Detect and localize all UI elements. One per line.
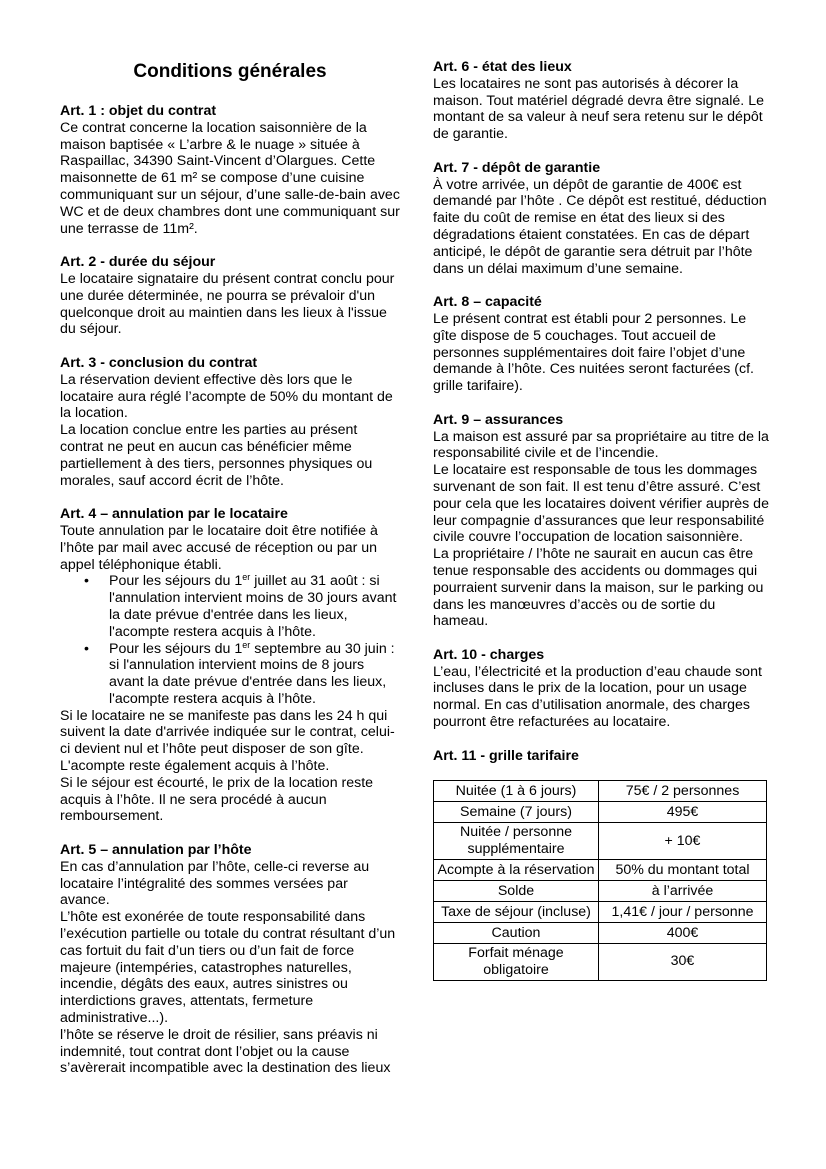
article-paragraph: l’hôte se réserve le droit de résilier, sans préavis ni indemnité, tout contrat dont l’objet ou la cause s’avèrerait incompatible avec la destination des lieux <box>60 1026 391 1077</box>
page-title: Conditions générales <box>133 61 327 82</box>
left-column <box>60 59 400 1094</box>
article-paragraph: Si le séjour est écourté, le prix de la location reste acquis à l’hôte. Il ne sera procédé à aucun remboursement. <box>60 774 374 825</box>
table-cell-label: Acompte à la réservation <box>434 860 599 881</box>
article-7 <box>433 160 773 278</box>
bullet-item <box>60 573 400 640</box>
article-9 <box>433 412 773 630</box>
table-cell-label: Taxe de séjour (incluse) <box>434 902 599 923</box>
article-paragraph: Ce contrat concerne la location saisonnière de la maison baptisée « L’arbre & le nuage » située à Raspaillac, 34390 Saint-Vincent d’Olargues. Cette maisonnette de 61 m² se compose d’une cuisine communiquant sur un séjour, d’une salle-de-bain avec WC et de deux chambres dont une communiquant sur une terrasse de 11m². <box>60 119 400 237</box>
article-1 <box>60 103 400 237</box>
table-cell-value: 50% du montant total <box>599 860 767 881</box>
article-3 <box>60 355 400 489</box>
article-8 <box>433 294 773 395</box>
table-row <box>434 823 767 860</box>
article-11 <box>433 748 773 981</box>
table-row <box>434 944 767 981</box>
ordinal-suffix: er <box>242 572 251 583</box>
article-paragraph: L’hôte est exonérée de toute responsabilité dans l’exécution partielle ou totale du contrat résultant d’un cas fortuit du fait d’un tiers ou d’un fait de force majeure (intempéries, catastrophes naturelles, incendie, dégâts des eaux, autres sinistres ou interdictions graves, attentats, fermeture administrative...). <box>60 909 396 1027</box>
table-cell-value: à l’arrivée <box>599 881 767 902</box>
table-row <box>434 781 767 802</box>
article-title: Art. 7 - dépôt de garantie <box>433 159 601 176</box>
article-10 <box>433 647 773 731</box>
table-cell-label: Caution <box>434 923 599 944</box>
table-cell-label: Nuitée / personne supplémentaire <box>434 823 599 860</box>
article-title: Art. 4 – annulation par le locataire <box>60 506 288 523</box>
bullet-list <box>60 573 400 707</box>
article-title: Art. 11 - grille tarifaire <box>433 747 579 764</box>
tariff-table <box>433 780 767 980</box>
article-title: Art. 2 - durée du séjour <box>60 254 216 271</box>
table-row <box>434 802 767 823</box>
table-row <box>434 902 767 923</box>
article-title: Art. 9 – assurances <box>433 411 564 428</box>
article-paragraph: En cas d’annulation par l’hôte, celle-ci reverse au locataire l’intégralité des sommes versées par avance. <box>60 858 370 909</box>
article-paragraph: Le locataire est responsable de tous les dommages survenant de son fait. Il est tenu d’être assuré. C’est pour cela que les locataires doivent vérifier auprès de leur compagnie d’assurances que leur responsabilité civile couvre l’occupation de location saisonnière. <box>433 462 769 546</box>
bullet-text: Pour les séjours du 1 <box>109 640 243 657</box>
bullet-text: septembre au 30 juin : si l'annulation intervient moins de 8 jours avant la date prévue d'entrée dans les lieux, l'acompte restera acquis à l’hôte. <box>109 640 395 707</box>
article-paragraph: À votre arrivée, un dépôt de garantie de 400€ est demandé par l’hôte . Ce dépôt est restitué, déduction faite du coût de remise en état des lieux si des dégradations étaient constatées. En cas de départ anticipé, le dépôt de garantie sera détruit par l’hôte dans un délai maximum d’une semaine. <box>433 176 767 277</box>
table-row <box>434 860 767 881</box>
article-paragraph: L’eau, l’électricité et la production d’eau chaude sont incluses dans le prix de la location, pour un usage normal. En cas d’utilisation anormale, des charges pourront être refacturées au locataire. <box>433 663 762 731</box>
article-2 <box>60 254 400 338</box>
article-title: Art. 8 – capacité <box>433 294 542 311</box>
table-cell-value: + 10€ <box>599 823 767 860</box>
article-paragraph: La location conclue entre les parties au présent contrat ne peut en aucun cas bénéficier même partiellement à des tiers, personnes physiques ou morales, sauf accord écrit de l’hôte. <box>60 422 373 489</box>
table-cell-value: 400€ <box>599 923 767 944</box>
table-cell-label: Semaine (7 jours) <box>434 802 599 823</box>
bullet-text: Pour les séjours du 1 <box>109 573 243 590</box>
table-cell-value: 75€ / 2 personnes <box>599 781 767 802</box>
article-paragraph: La réservation devient effective dès lors que le locataire aura réglé l’acompte de 50% du montant de la location. <box>60 371 393 422</box>
table-row <box>434 923 767 944</box>
right-column <box>433 59 773 981</box>
article-paragraph: La propriétaire / l’hôte ne saurait en aucun cas être tenue responsable des accidents ou dommages qui pourraient survenir dans la maison, sur le parking ou dans les manœuvres d’accès ou de sortie du hameau. <box>433 546 764 630</box>
article-5 <box>60 842 400 1077</box>
table-cell-label: Forfait ménage obligatoire <box>434 944 599 981</box>
table-cell-label: Nuitée (1 à 6 jours) <box>434 781 599 802</box>
article-paragraph: La maison est assuré par sa propriétaire au titre de la responsabilité civile et de l’incendie. <box>433 428 769 462</box>
article-title: Art. 3 - conclusion du contrat <box>60 354 258 371</box>
article-title: Art. 6 - état des lieux <box>433 59 572 75</box>
article-paragraph: Les locataires ne sont pas autorisés à décorer la maison. Tout matériel dégradé devra être signalé. Le montant de sa valeur à neuf sera retenu sur le dépôt de garantie. <box>433 75 764 143</box>
article-paragraph: Le locataire signataire du présent contrat conclu pour une durée déterminée, ne pourra se prévaloir d'un quelconque droit au maintien dans les lieux à l'issue du séjour. <box>60 270 395 338</box>
table-cell-value: 30€ <box>599 944 767 981</box>
article-title: Art. 5 – annulation par l’hôte <box>60 842 252 859</box>
article-title: Art. 10 - charges <box>433 646 545 663</box>
article-paragraph: Si le locataire ne se manifeste pas dans les 24 h qui suivent la date d'arrivée indiquée sur le contrat, celui-ci devient nul et l’hôte peut disposer de son gîte. L'acompte reste également acquis à l’hôte. <box>60 707 395 775</box>
bullet-marker: • <box>84 640 89 657</box>
bullet-marker: • <box>84 573 89 590</box>
table-cell-label: Solde <box>434 881 599 902</box>
table-cell-value: 1,41€ / jour / personne <box>599 902 767 923</box>
bullet-text: juillet au 31 août : si l'annulation intervient moins de 30 jours avant la date prévue d'entrée dans les lieux, l'acompte restera acquis à l’hôte. <box>109 573 397 640</box>
article-6 <box>433 59 773 143</box>
ordinal-suffix: er <box>242 639 251 650</box>
article-paragraph: Le présent contrat est établi pour 2 personnes. Le gîte dispose de 5 couchages. Tout accueil de personnes supplémentaires doit faire l’objet d’une demande à l’hôte. Ces nuitées seront facturées (cf. grille tarifaire). <box>433 310 754 395</box>
article-4 <box>60 506 400 825</box>
bullet-item <box>60 641 400 708</box>
table-row <box>434 881 767 902</box>
article-title: Art. 1 : objet du contrat <box>60 103 217 119</box>
table-cell-value: 495€ <box>599 802 767 823</box>
article-paragraph: Toute annulation par le locataire doit être notifiée à l’hôte par mail avec accusé de réception ou par un appel téléphonique établi. <box>60 522 378 573</box>
